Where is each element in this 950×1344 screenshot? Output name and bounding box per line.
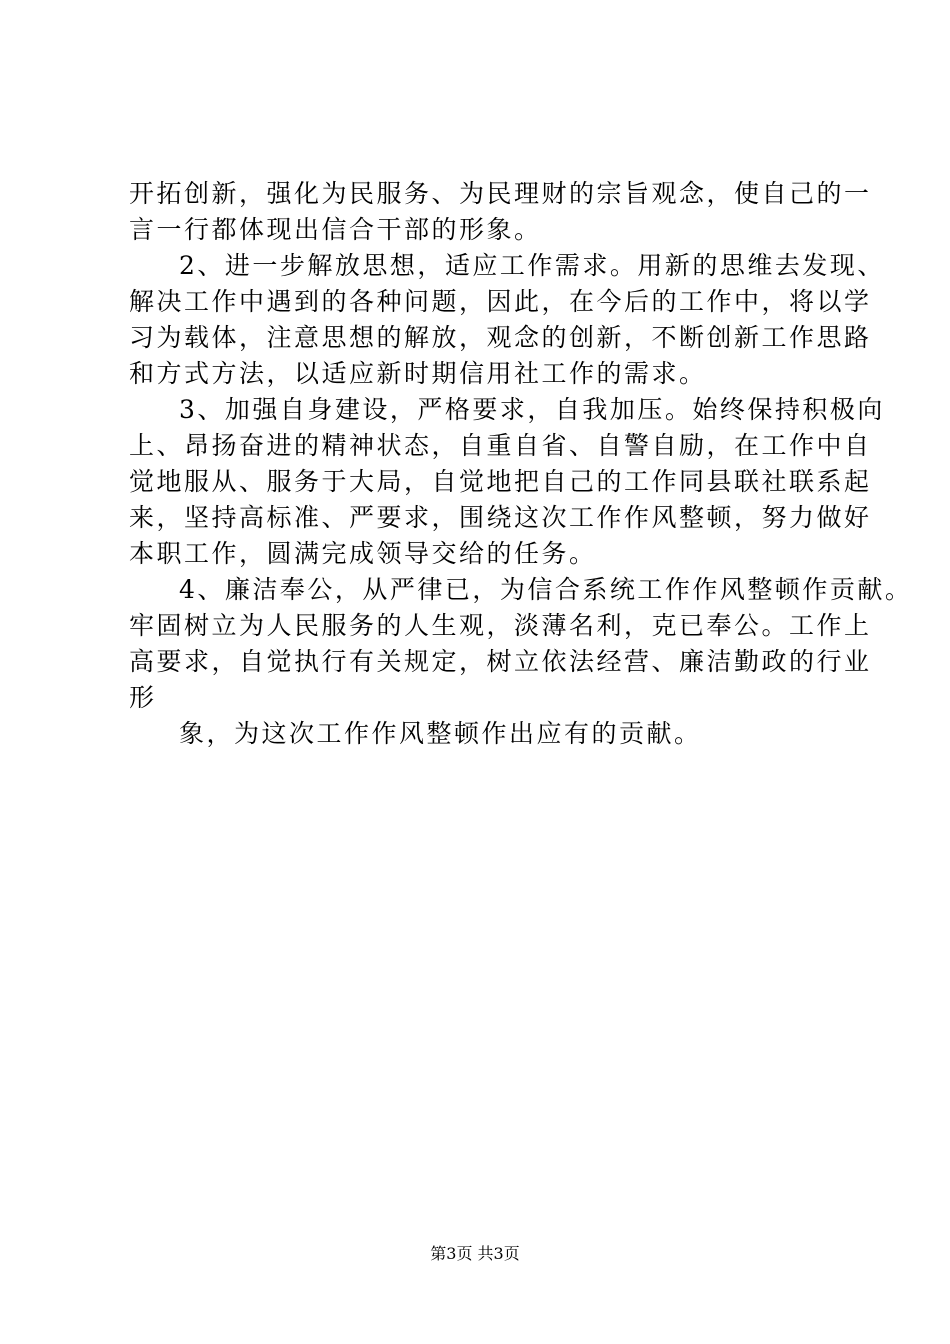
text-line: 高要求，自觉执行有关规定，树立依法经营、廉洁勤政的行业 [129,647,872,676]
text-line: 开拓创新，强化为民服务、为民理财的宗旨观念，使自己的一 [129,179,872,208]
text-line: 和方式方法，以适应新时期信用社工作的需求。 [129,359,707,388]
text-line: 3、加强自身建设，严格要求，自我加压。始终保持积极向 [179,395,885,424]
text-line: 牢固树立为人民服务的人生观，淡薄名利，克已奉公。工作上 [129,611,872,640]
text-line: 4、廉洁奉公，从严律已，为信合系统工作作风整顿作贡献。 [179,575,913,604]
page-number-footer: 第3页 共3页 [430,1244,520,1263]
text-line: 2、进一步解放思想，适应工作需求。用新的思维去发现、 [179,251,885,280]
text-line: 上、昂扬奋进的精神状态，自重自省、自警自励，在工作中自 [129,431,872,460]
text-line: 觉地服从、服务于大局，自觉地把自己的工作同县联社联系起 [129,467,872,496]
text-line: 习为载体，注意思想的解放，观念的创新，不断创新工作思路 [129,323,872,352]
text-line: 来，坚持高标准、严要求，围绕这次工作作风整顿，努力做好 [129,503,872,532]
text-line: 象，为这次工作作风整顿作出应有的贡献。 [179,719,702,748]
text-line: 言一行都体现出信合干部的形象。 [129,215,542,244]
text-line: 解决工作中遇到的各种问题，因此，在今后的工作中，将以学 [129,287,872,316]
text-line: 本职工作，圆满完成领导交给的任务。 [129,539,597,568]
text-line: 形 [129,683,157,712]
body-text [129,176,913,752]
